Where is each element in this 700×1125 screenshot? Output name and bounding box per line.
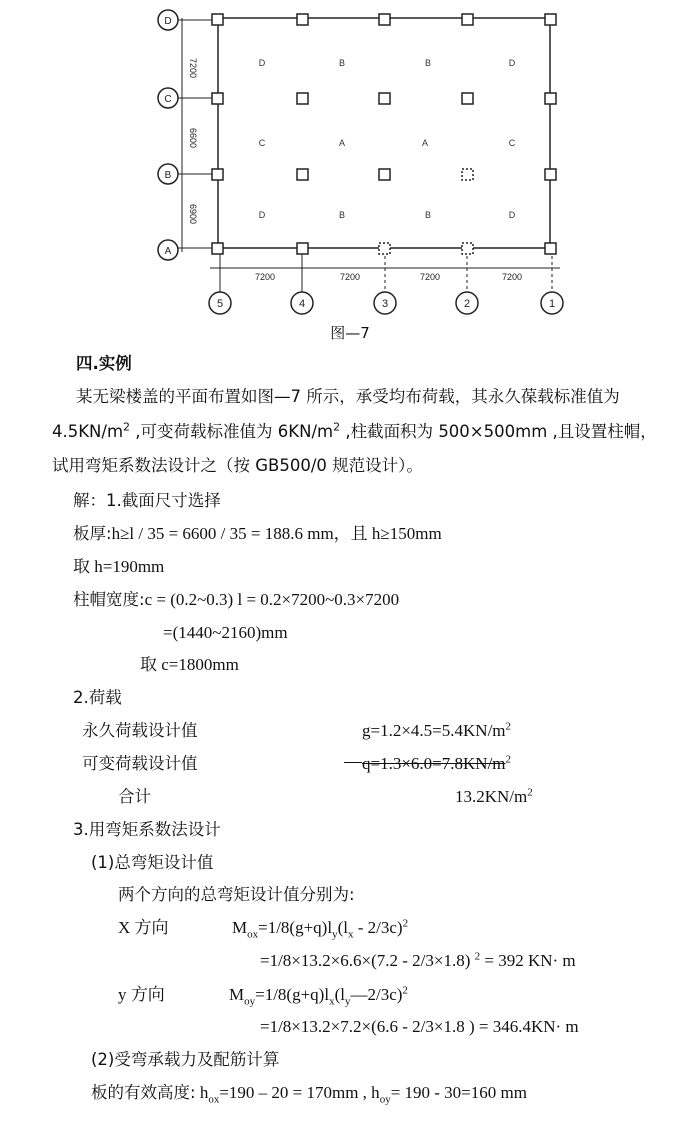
dimension-label: 7200 bbox=[501, 272, 523, 282]
column bbox=[297, 93, 308, 104]
effective-depth-line: 板的有效高度: $h_{ox}=190 - 20 = 170mm$ , $h_{oy}= 190 - 30=160$ mm bbox=[91, 1083, 527, 1106]
slab-outline bbox=[218, 18, 550, 248]
floor-plan-figure bbox=[0, 0, 700, 330]
axis-label-col: 5 bbox=[216, 298, 224, 310]
capital-range-line: =(1440~2160)mm bbox=[163, 623, 288, 642]
load-heading: 2.荷载 bbox=[73, 688, 122, 707]
panel-label: D bbox=[508, 58, 516, 68]
variable-load-value: $q=1.3\times 6.0=7.8KN/m^2$ bbox=[344, 752, 511, 776]
mox-formula: $M_{ox}=1/8(g+q)l_y(l_x - 2/3c)^2$ bbox=[232, 917, 409, 941]
column bbox=[462, 93, 473, 104]
dimension-label: 6600 bbox=[188, 127, 198, 149]
dimension-label: 6900 bbox=[188, 203, 198, 225]
panel-label: A bbox=[338, 138, 346, 148]
axis-label-col: 2 bbox=[463, 298, 471, 310]
paragraph-line: $4.5KN/m^2$ ,可变荷载标准值为 $6KN/m^2$ ,柱截面积为 500×500mm ,且设置柱帽， bbox=[52, 420, 657, 441]
axis-label-row: C bbox=[164, 94, 172, 105]
column bbox=[379, 243, 390, 254]
column bbox=[379, 93, 390, 104]
column bbox=[212, 169, 223, 180]
column bbox=[545, 243, 556, 254]
dimension-label: 7200 bbox=[419, 272, 441, 282]
panel-label: A bbox=[421, 138, 429, 148]
moy-formula: $M_{oy}=1/8(g+q)l_x(l_y—2/3c)^2$ bbox=[229, 984, 408, 1008]
method-heading: 3.用弯矩系数法设计 bbox=[73, 820, 221, 839]
column bbox=[462, 243, 473, 254]
variable-load-label: 可变荷载设计值 bbox=[82, 754, 198, 773]
total-load-value: $13.2KN/m^2$ bbox=[455, 786, 533, 806]
paragraph-line: 试用弯矩系数法设计之（按 GB500/0 规范设计）。 bbox=[52, 456, 423, 475]
column bbox=[297, 14, 308, 25]
column bbox=[212, 243, 223, 254]
axis-label-col: 4 bbox=[298, 298, 306, 310]
panel-label: D bbox=[258, 58, 266, 68]
take-c-line: 取 c=1800mm bbox=[140, 655, 239, 674]
capacity-heading: (2)受弯承载力及配筋计算 bbox=[91, 1050, 280, 1069]
panel-label: B bbox=[424, 210, 432, 220]
solution-heading: 解：1.截面尺寸选择 bbox=[73, 491, 221, 510]
axis-label-col: 3 bbox=[381, 298, 389, 310]
axis-label-col: 1 bbox=[548, 298, 556, 310]
panel-label: D bbox=[258, 210, 266, 220]
axis-label-row: D bbox=[164, 16, 172, 27]
panel-label: D bbox=[508, 210, 516, 220]
column bbox=[545, 14, 556, 25]
axis-label-row: A bbox=[164, 246, 172, 257]
column bbox=[297, 169, 308, 180]
take-h-line: 取 h=190mm bbox=[73, 557, 165, 576]
dimension-label: 7200 bbox=[254, 272, 276, 282]
moy-result: =1/8×13.2×7.2×(6.6 - 2/3×1.8 ) = 346.4KN· m bbox=[260, 1017, 579, 1036]
moment-heading: (1)总弯矩设计值 bbox=[91, 853, 214, 872]
x-direction-label: X 方向 bbox=[118, 918, 169, 937]
permanent-load-label: 永久荷载设计值 bbox=[82, 721, 198, 740]
column bbox=[379, 169, 390, 180]
column bbox=[212, 14, 223, 25]
paragraph-line: 某无梁楼盖的平面布置如图—7 所示，承受均布荷载，其永久葆载标准值为 bbox=[76, 387, 620, 406]
column bbox=[545, 93, 556, 104]
dimension-label: 7200 bbox=[188, 57, 198, 79]
column bbox=[462, 14, 473, 25]
panel-label: B bbox=[338, 210, 346, 220]
column bbox=[379, 14, 390, 25]
total-load-label: 合计 bbox=[118, 787, 151, 806]
section-title: 四.实例 bbox=[76, 354, 132, 373]
panel-label: B bbox=[424, 58, 432, 68]
slab-thickness-line: 板厚:h≥l / 35 = 6600 / 35 = 188.6 mm，且 h≥150mm bbox=[73, 524, 442, 543]
column bbox=[212, 93, 223, 104]
permanent-load-value: $g=1.2\times 4.5=5.4KN/m^2$ bbox=[362, 720, 512, 740]
moment-intro: 两个方向的总弯矩设计值分别为: bbox=[118, 885, 355, 904]
dimension-label: 7200 bbox=[339, 272, 361, 282]
column bbox=[462, 169, 473, 180]
panel-label: B bbox=[338, 58, 346, 68]
panel-label: C bbox=[508, 138, 516, 148]
figure-caption: 图—7 bbox=[330, 324, 370, 342]
column bbox=[297, 243, 308, 254]
y-direction-label: y 方向 bbox=[118, 985, 165, 1004]
mox-result: =1/8×13.2×6.6×(7.2 - 2/3×1.8) $^2$ = 392 KN· m bbox=[260, 950, 576, 970]
capital-width-line: 柱帽宽度:c = (0.2~0.3) l = 0.2×7200~0.3×7200 bbox=[73, 590, 400, 609]
panel-label: C bbox=[258, 138, 266, 148]
column bbox=[545, 169, 556, 180]
axis-label-row: B bbox=[164, 170, 172, 181]
